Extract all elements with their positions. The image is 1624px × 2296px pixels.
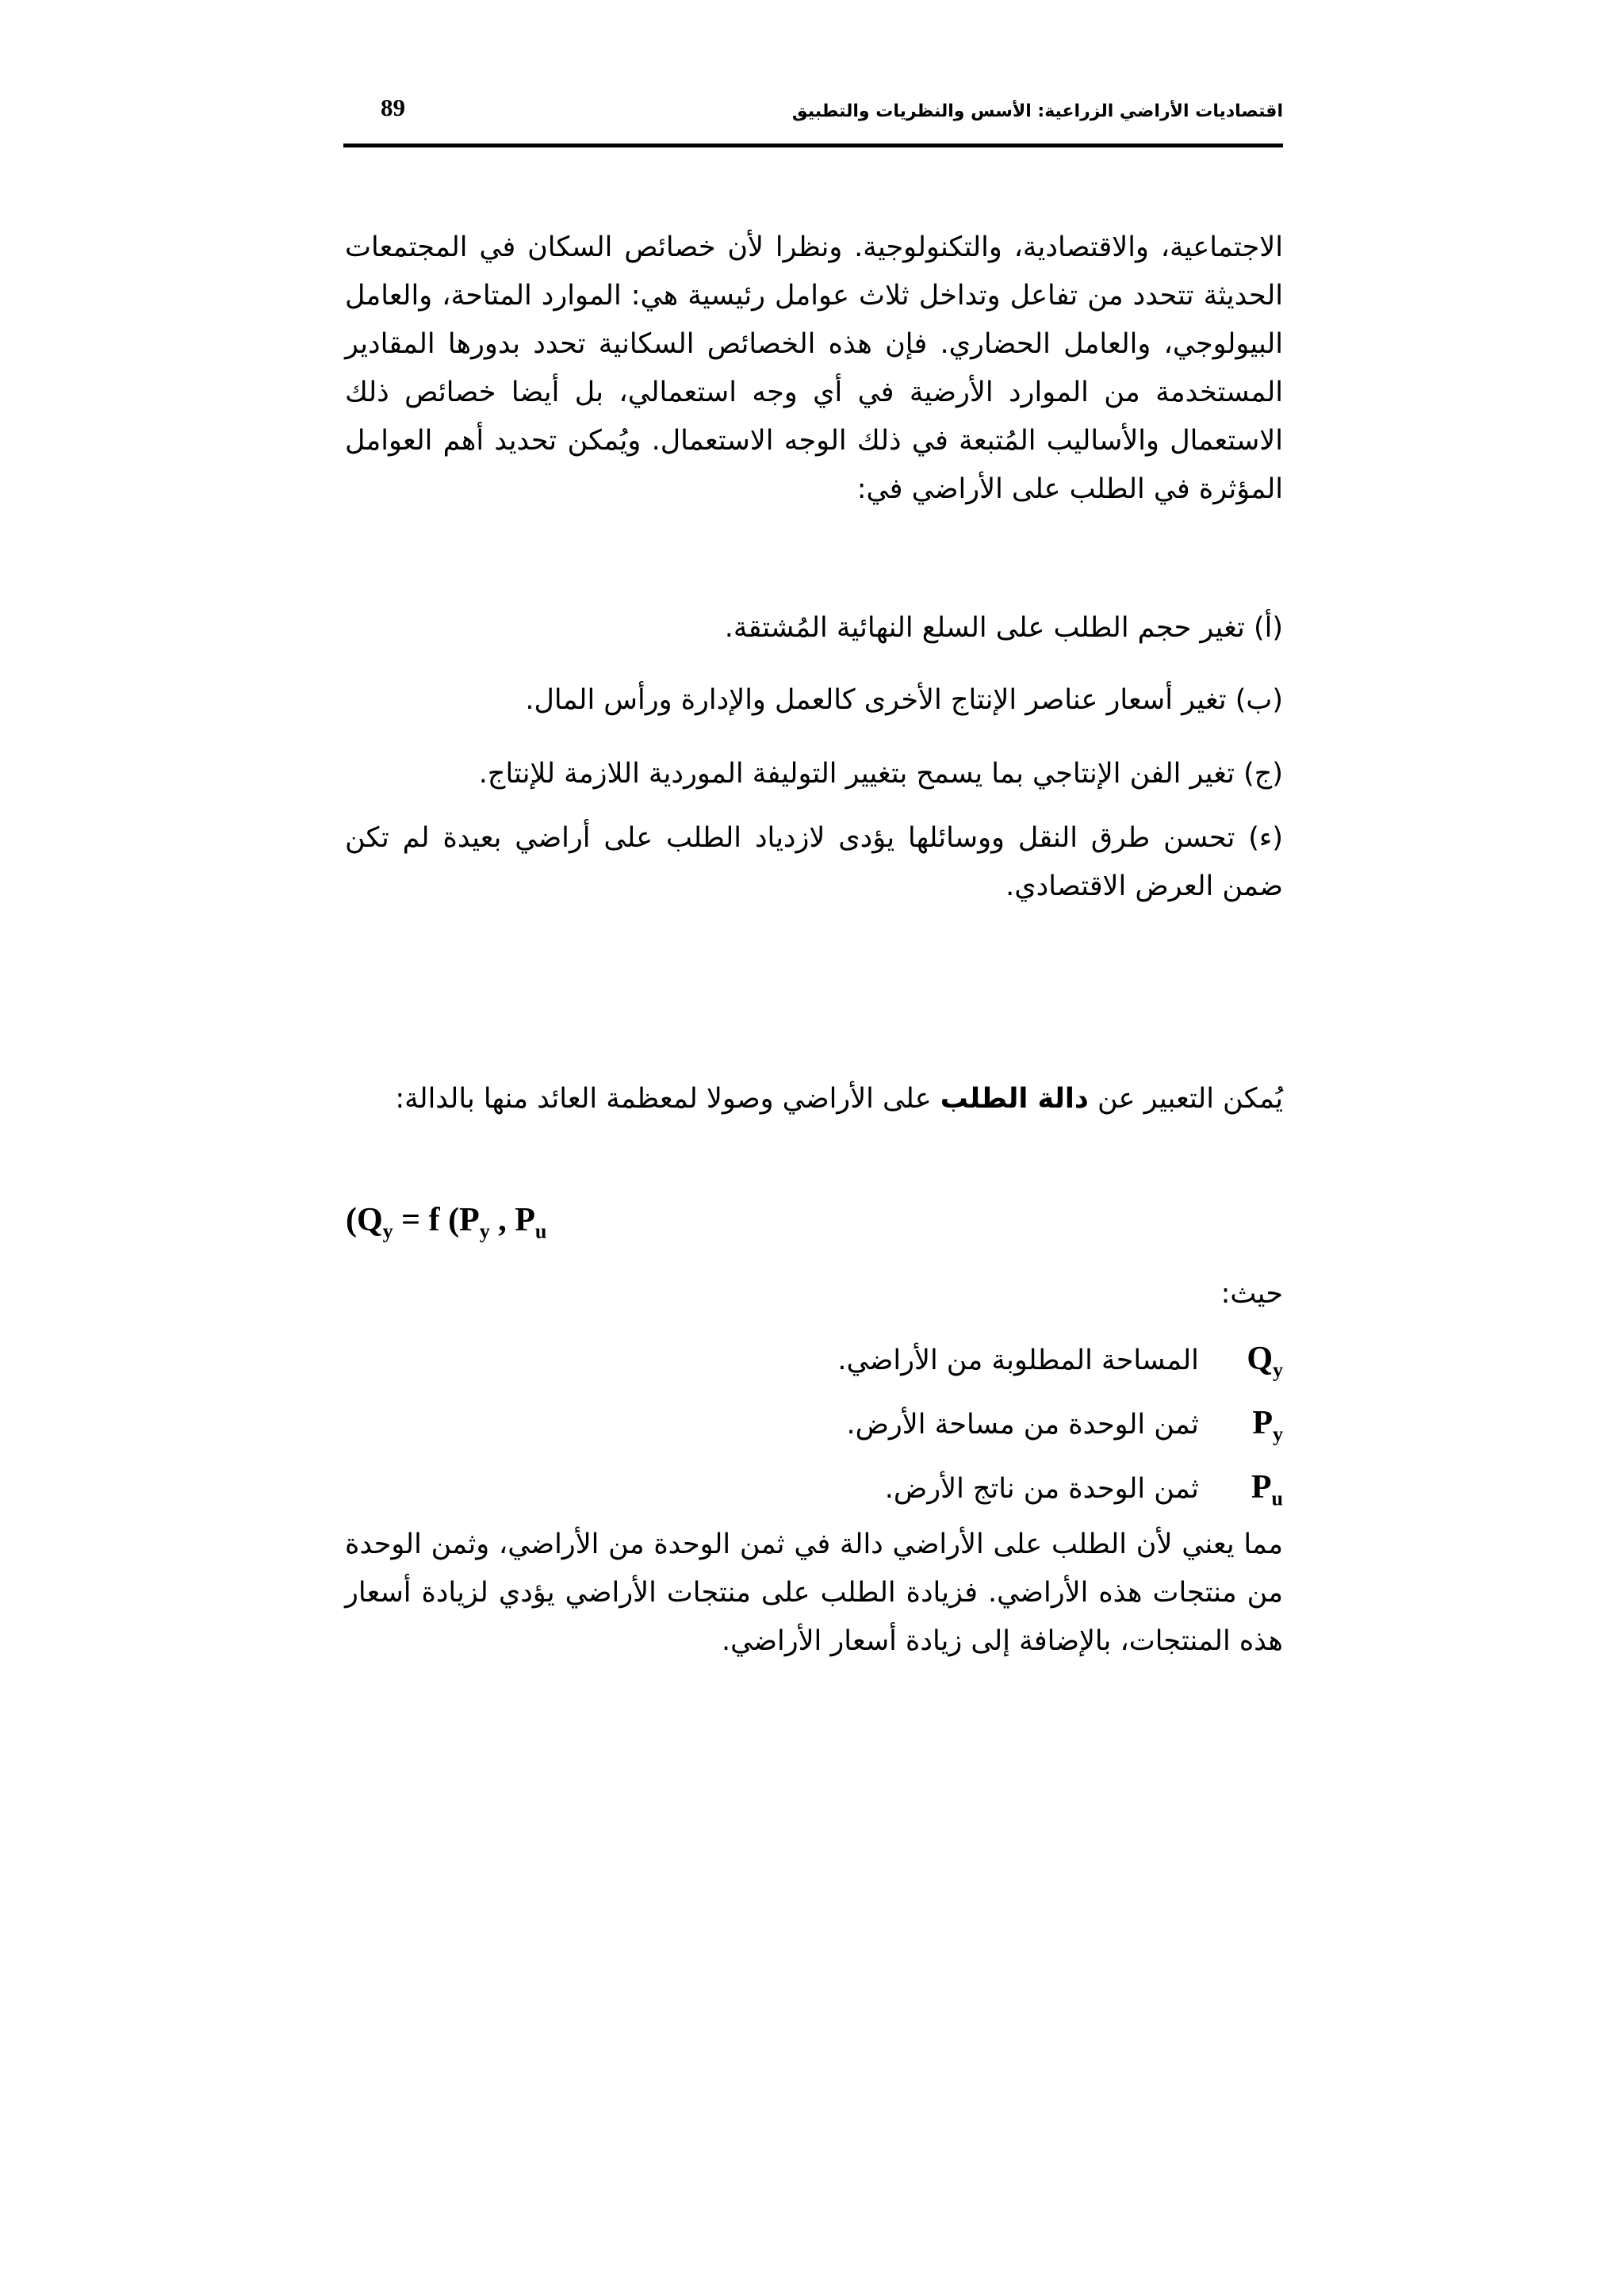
definition-text: المساحة المطلوبة من الأراضي. xyxy=(837,1345,1199,1376)
definition-symbol: $Q_y$ xyxy=(1247,1341,1283,1382)
paragraph-conclusion: مما يعني لأن الطلب على الأراضي دالة في ثمن الوحدة من الأراضي، وثمن الوحدة من منتجات هذه الأراضي. فزيادة الطلب على منتجات الأراضي يؤدي لزيادة أسعار هذه المنتجات، بالإضافة إلى زيادة أسعار الأراضي. xyxy=(345,1529,1283,1657)
list-item-d: (ء) تحسن طرق النقل ووسائلها يؤدى لازدياد الطلب على أراضي بعيدة لم تكن ضمن العرض الاقتصادي. xyxy=(345,822,1283,902)
list-item-a: (أ) تغير حجم الطلب على السلع النهائية المُشتقة. xyxy=(724,612,1283,644)
running-header-title: اقتصاديات الأراضي الزراعية: الأسس والنظريات والتطبيق xyxy=(791,101,1283,121)
definition-text: ثمن الوحدة من ناتج الأرض. xyxy=(884,1473,1199,1505)
paragraph-intro: الاجتماعية، والاقتصادية، والتكنولوجية. ونظرا لأن خصائص السكان في المجتمعات الحديثة تتحدد من تفاعل وتداخل ثلاث عوامل رئيسية هي: الموارد المتاحة، والعامل البيولوجي، والعامل الحضاري. فإن هذه الخصائص السكانية تحدد بدورها المقادير المستخدمة من الموارد الأرضية في أي وجه استعمالي، بل أيضا خصائص ذلك الاستعمال والأساليب المُتبعة في ذلك الوجه الاستعمال. ويُمكن تحديد أهم العوامل المؤثرة في الطلب على الأراضي في: xyxy=(345,232,1283,505)
demand-formula: ($Q_y = f$ ($P_y$ , $P_u$ xyxy=(346,1202,547,1243)
definition-text: ثمن الوحدة من مساحة الأرض. xyxy=(846,1409,1199,1441)
bold-term-demand-function: دالة الطلب xyxy=(940,1083,1089,1115)
definition-row xyxy=(885,1464,1283,1511)
list-item-c: (ج) تغير الفن الإنتاجي بما يسمح بتغيير التوليفة الموردية اللازمة للإنتاج. xyxy=(478,758,1283,790)
text-run: على الأراضي وصولا لمعظمة العائد منها بالدالة: xyxy=(395,1083,940,1115)
definition-row xyxy=(846,1399,1283,1447)
page-number: 89 xyxy=(381,94,405,121)
list-item-b: (ب) تغير أسعار عناصر الإنتاج الأخرى كالعمل والإدارة ورأس المال. xyxy=(525,684,1283,716)
paragraph-demand-function xyxy=(345,1075,1283,1123)
header-rule xyxy=(343,144,1283,147)
definition-row xyxy=(837,1335,1283,1383)
definition-symbol: $P_u$ xyxy=(1251,1469,1283,1510)
where-label: حيث: xyxy=(1220,1278,1283,1310)
definition-symbol: $P_y$ xyxy=(1252,1405,1283,1446)
text-run: يُمكن التعبير عن xyxy=(1088,1083,1283,1115)
